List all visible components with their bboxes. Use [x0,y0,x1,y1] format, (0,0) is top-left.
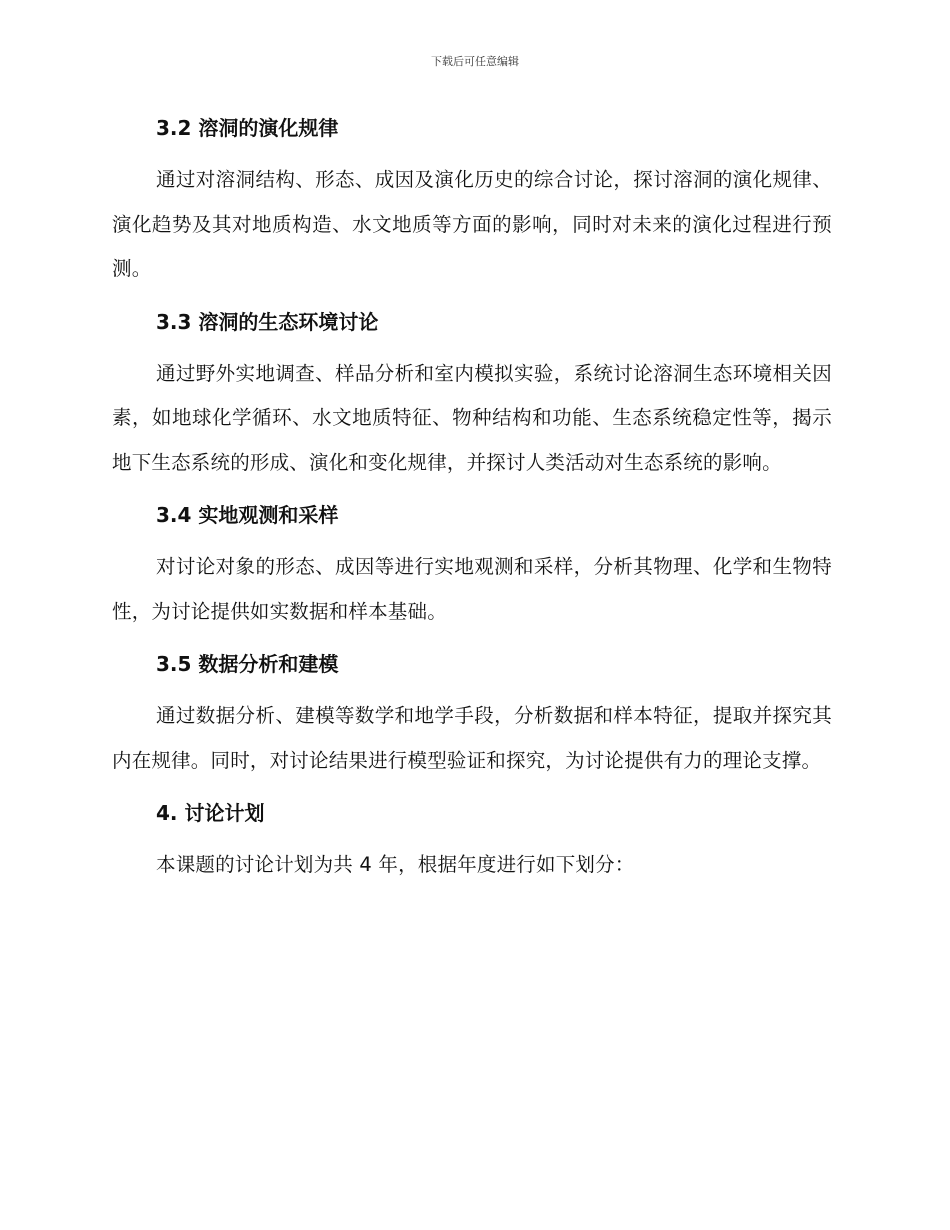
page-header: 下载后可任意编辑 [431,55,519,68]
section-heading-3-5: 3.5 数据分析和建模 [156,652,339,676]
section-heading-3-2: 3.2 溶洞的演化规律 [156,116,339,140]
section-heading-4: 4. 讨论计划 [156,801,265,825]
section-paragraph-3-4: 对讨论对象的形态、成因等进行实地观测和采样，分析其物理、化学和生物特性，为讨论提供如实数据和样本基础。 [112,555,832,623]
section-paragraph-4: 本课题的讨论计划为共 4 年，根据年度进行如下划分： [156,853,635,876]
section-heading-3-4: 3.4 实地观测和采样 [156,503,339,527]
section-paragraph-3-2: 通过对溶洞结构、形态、成因及演化历史的综合讨论，探讨溶洞的演化规律、演化趋势及其对地质构造、水文地质等方面的影响，同时对未来的演化过程进行预测。 [112,168,832,280]
document-body [112,110,832,888]
section-paragraph-3-3: 通过野外实地调查、样品分析和室内模拟实验，系统讨论溶洞生态环境相关因素，如地球化学循环、水文地质特征、物种结构和功能、生态系统稳定性等，揭示地下生态系统的形成、演化和变化规律，并探讨人类活动对生态系统的影响。 [112,361,832,474]
section-heading-3-3: 3.3 溶洞的生态环境讨论 [156,309,379,334]
section-paragraph-3-5: 通过数据分析、建模等数学和地学手段，分析数据和样本特征，提取并探究其内在规律。同时，对讨论结果进行模型验证和探究，为讨论提供有力的理论支撑。 [112,704,832,772]
